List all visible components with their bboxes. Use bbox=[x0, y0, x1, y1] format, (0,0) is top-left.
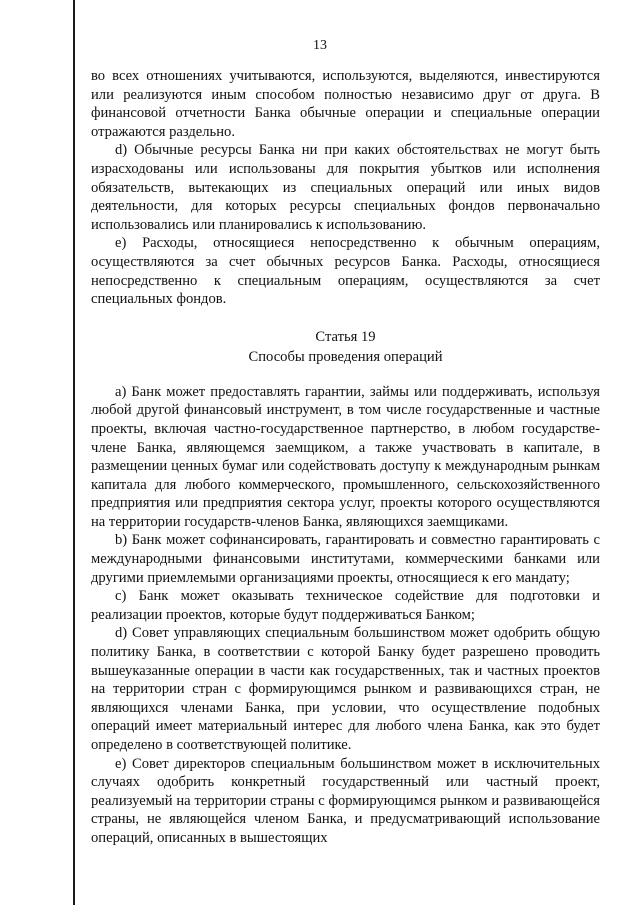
article-title: Способы проведения операций bbox=[248, 348, 443, 365]
article-number: Статья 19 bbox=[315, 328, 376, 345]
paragraph-continuation: во всех отношениях учитываются, используются, выделяются, инвестируются или реализуются иным способом полностью независимо друг от друга. В финансовой отчетности Банка обычные операции и специальные операции отражаются раздельно. bbox=[91, 68, 600, 140]
paragraph-19c: c) Банк может оказывать техническое содействие для подготовки и реализации проектов, которые будут поддерживаться Банком; bbox=[91, 588, 600, 623]
page-number: 13 bbox=[313, 38, 327, 53]
paragraph-18d: d) Обычные ресурсы Банка ни при каких обстоятельствах не могут быть израсходованы или использованы для покрытия убытков или исполнения обязательств, вытекающих из специальных операций или иных видов деятельности, для которых ресурсы специальных фондов первоначально использовались или планировались к использованию. bbox=[91, 142, 600, 233]
scan-edge-line bbox=[73, 0, 75, 905]
article-heading bbox=[91, 327, 600, 367]
paragraph-18e: e) Расходы, относящиеся непосредственно к обычным операциям, осуществляются за счет обычных ресурсов Банка. Расходы, относящиеся непосредственно к специальным операциям, осуществляются за счет специальных фондов. bbox=[91, 235, 600, 308]
paragraph-19e: e) Совет директоров специальным большинством может в исключительных случаях одобрить конкретный государственный или частный проект, реализуемый на территории страны с формирующимся рынком и развивающейся страны, не являющейся членом Банка, и предусматривающий использование операций, описанных в вышестоящих bbox=[91, 755, 600, 846]
paragraph-19b: b) Банк может софинансировать, гарантировать и совместно гарантировать с международными финансовыми институтами, коммерческими банками или другими приемлемыми организациями проекты, относящиеся к его мандату; bbox=[91, 532, 600, 586]
document-body bbox=[91, 67, 600, 848]
paragraph-19a: a) Банк может предоставлять гарантии, займы или поддерживать, используя любой другой финансовый инструмент, в том числе государственные и частные проекты, включая частно-государственное партнерство, в любом государстве-члене Банка, являющемся заемщиком, а также участвовать в капитале, в размещении ценных бумаг или содействовать доступу к международным рынкам капитала для любого коммерческого, промышленного, сельскохозяйственного предприятия или предприятия сектора услуг, проекты которого осуществляются на территории государств-членов Банка, являющихся заемщиками. bbox=[91, 383, 600, 530]
paragraph-19d: d) Совет управляющих специальным большинством может одобрить общую политику Банка, в соответствии с которой Банку будет разрешено проводить вышеуказанные операции в части как государственных, так и частных проектов на территории стран с формирующимся рынком и развивающихся стран, не являющихся членами Банка, при условии, что осуществление подобных операций имеет материальный интерес для любого члена Банка, как это будет определено в соответствующей политике. bbox=[91, 625, 600, 753]
